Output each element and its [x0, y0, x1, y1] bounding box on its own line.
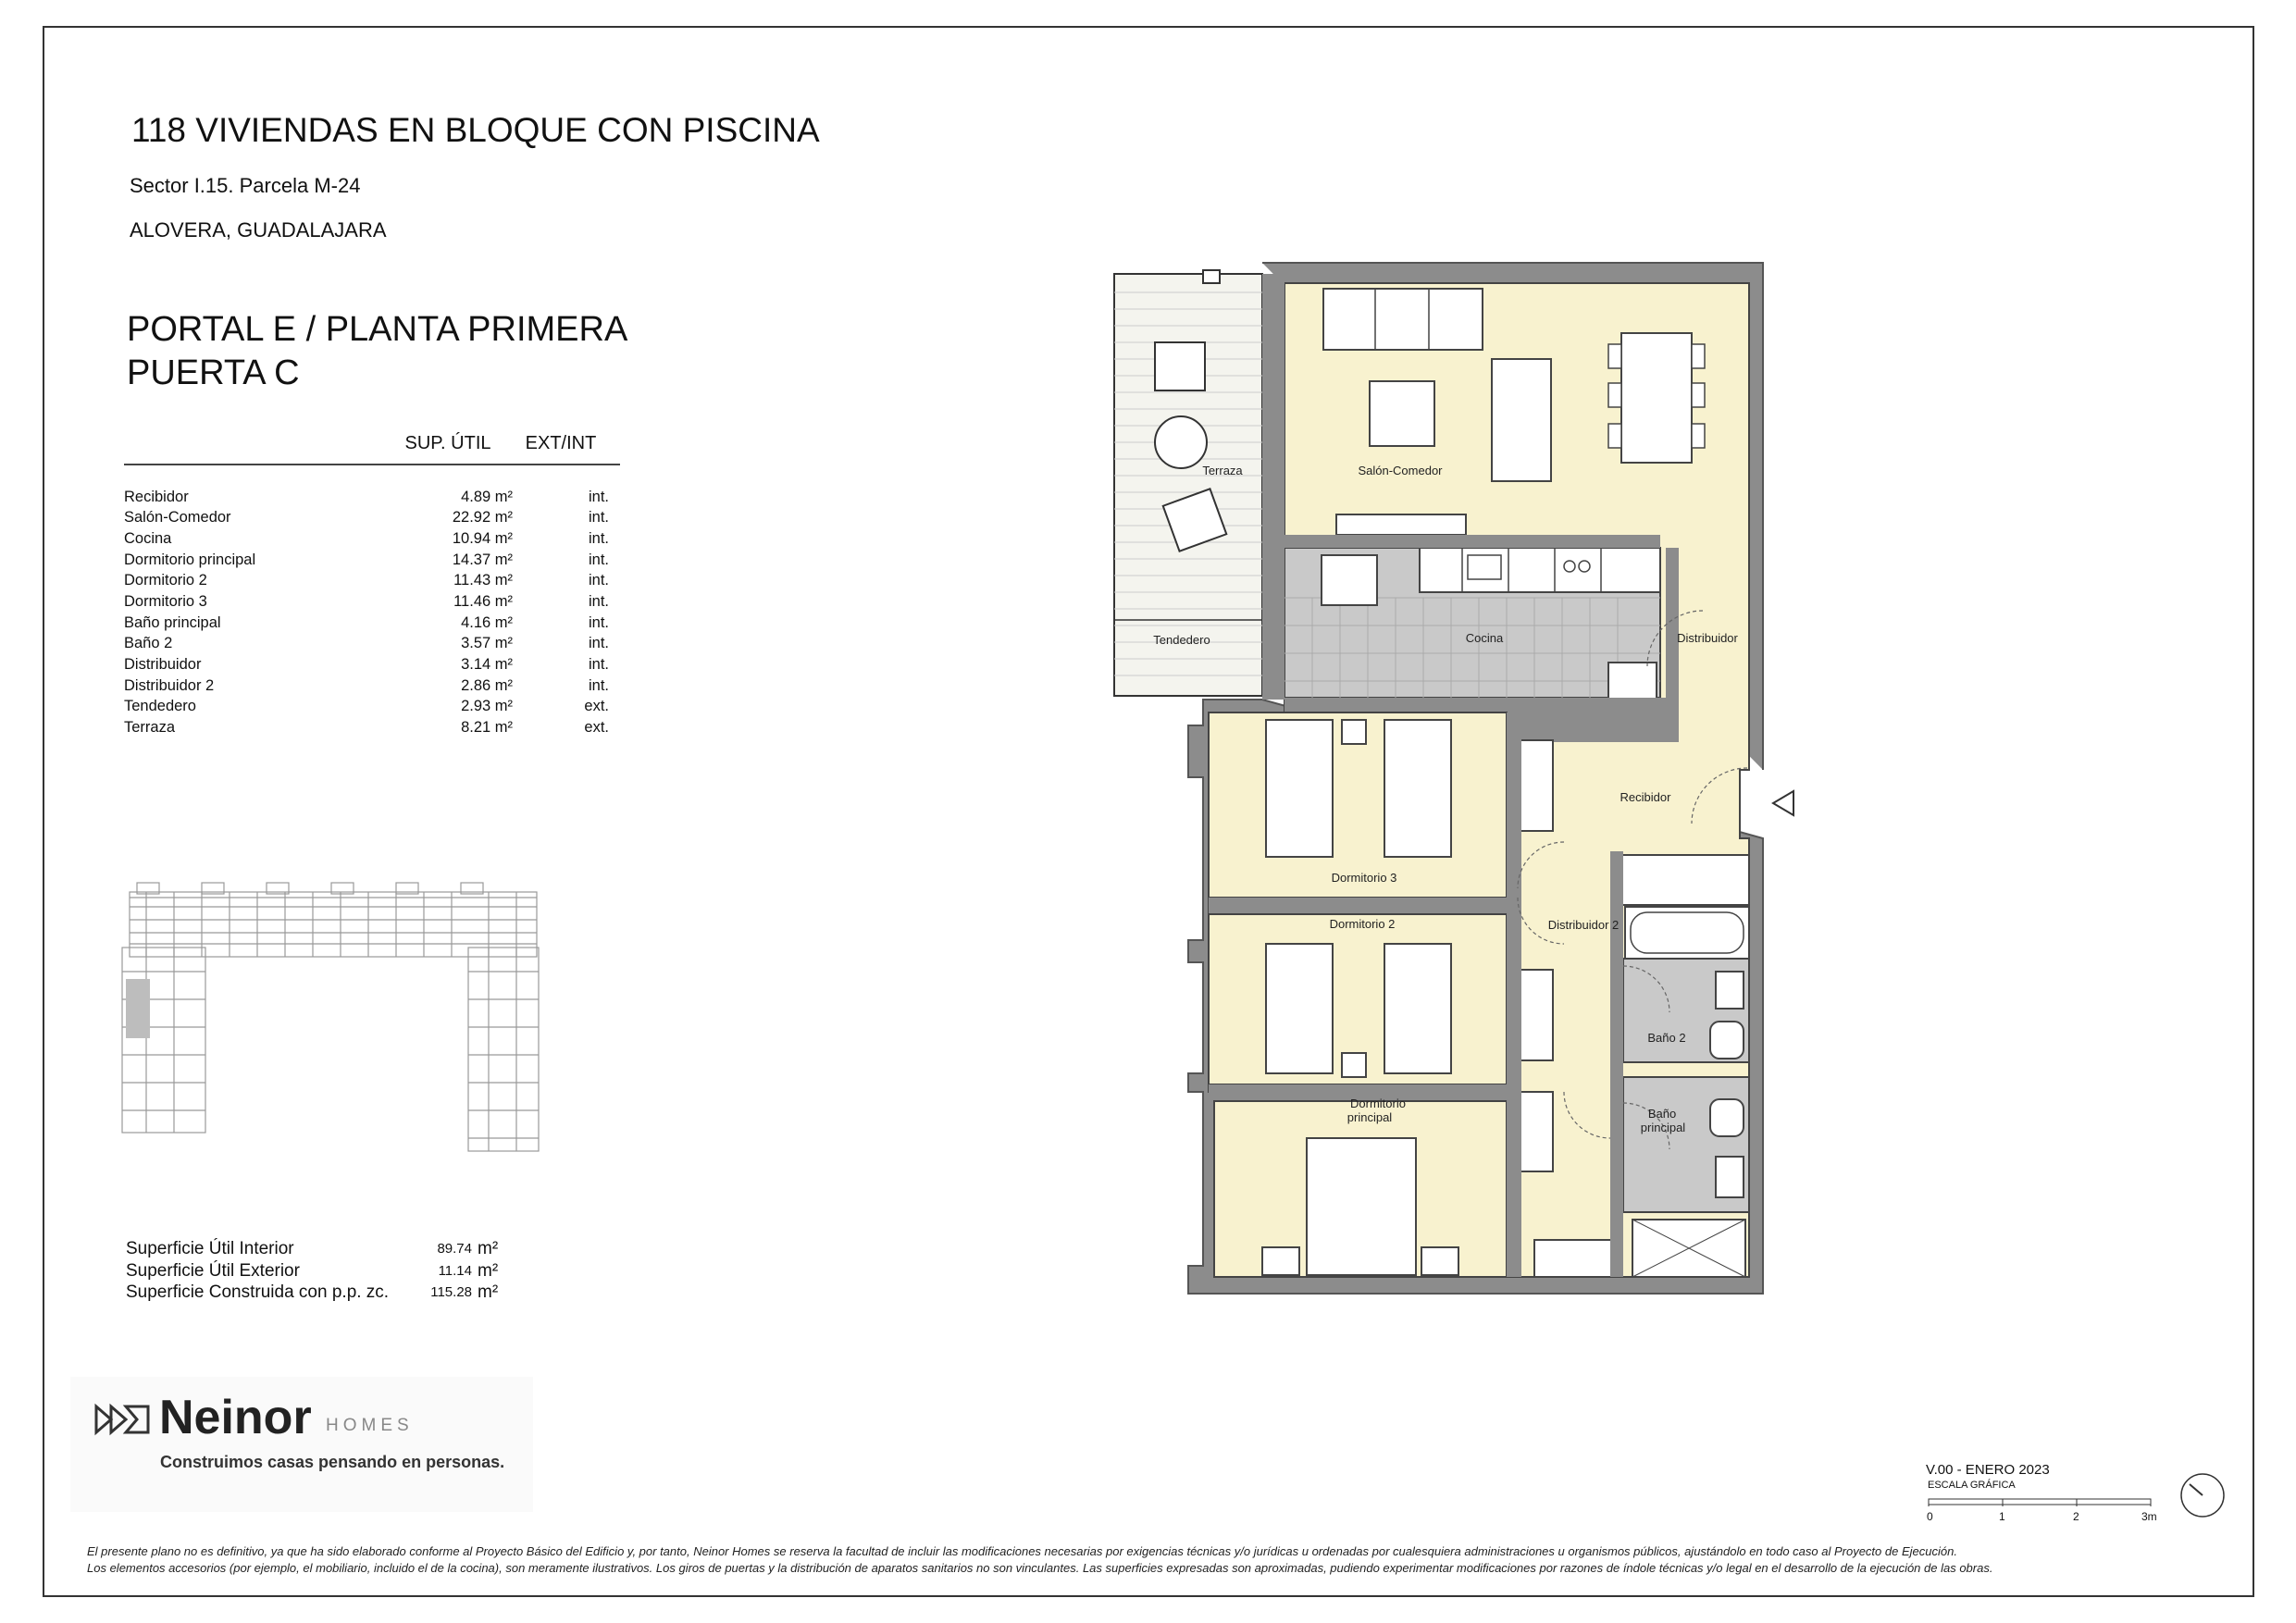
double-bed-icon — [1307, 1138, 1416, 1275]
table-row — [124, 697, 620, 718]
toilet-icon — [1710, 1099, 1744, 1136]
table-row — [124, 591, 620, 613]
bed-icon — [1384, 944, 1451, 1073]
table-row — [124, 507, 620, 528]
table-row — [124, 528, 620, 550]
label-bano-2: Baño 2 — [1647, 1031, 1686, 1045]
building-key-plan — [118, 879, 544, 1157]
scale-label: ESCALA GRÁFICA — [1928, 1480, 2016, 1491]
label-dormitorio-2: Dormitorio 2 — [1329, 917, 1396, 931]
north-arrow-icon — [2178, 1471, 2227, 1519]
wardrobe-icon — [1534, 1240, 1620, 1277]
room-name: Terraza — [124, 719, 176, 737]
surface-totals — [126, 1238, 505, 1304]
label-dormitorio-principal: principal — [1347, 1110, 1393, 1124]
table-row — [124, 550, 620, 571]
coffee-table-icon — [1370, 381, 1434, 446]
label-recibidor: Recibidor — [1620, 790, 1671, 804]
round-table-icon — [1155, 416, 1207, 468]
table-row — [124, 717, 620, 738]
scale-tick: 3m — [2141, 1510, 2157, 1523]
label-bano-principal: Baño — [1647, 1107, 1677, 1121]
room-type: int. — [588, 529, 609, 547]
project-sector: Sector I.15. Parcela M-24 — [130, 174, 361, 197]
sofa-icon — [1492, 359, 1551, 481]
room-name: Recibidor — [124, 488, 189, 505]
label-dormitorio-principal: Dormitorio — [1350, 1096, 1406, 1110]
label-cocina: Cocina — [1465, 631, 1504, 645]
table-row — [124, 634, 620, 655]
scale-tick: 2 — [2073, 1510, 2079, 1523]
tv-unit-icon — [1336, 514, 1466, 535]
room-area: 11.46 m² — [453, 592, 513, 610]
wardrobe-icon — [1620, 855, 1749, 905]
armchair-icon — [1155, 342, 1205, 390]
scale-tick: 0 — [1927, 1510, 1933, 1523]
sofa-icon — [1323, 289, 1483, 350]
entrance-arrow-icon — [1773, 791, 1793, 815]
unit-heading — [127, 308, 627, 395]
label-terraza: Terraza — [1202, 464, 1243, 477]
scale-tick: 1 — [1999, 1510, 2005, 1523]
room-area: 4.16 m² — [461, 613, 513, 631]
total-label: Superficie Útil Interior — [126, 1239, 294, 1258]
room-type: int. — [588, 676, 609, 694]
room-type: ext. — [584, 719, 609, 737]
bed-icon — [1384, 720, 1451, 857]
col-area-header: SUP. ÚTIL — [318, 427, 513, 465]
room-type: int. — [588, 592, 609, 610]
brand-suffix: HOMES — [326, 1416, 414, 1435]
room-type: int. — [588, 572, 609, 589]
total-unit: m² — [478, 1239, 499, 1258]
room-area: 2.93 m² — [461, 698, 513, 715]
label-distribuidor: Distribuidor — [1677, 631, 1738, 645]
total-label: Superficie Útil Exterior — [126, 1260, 300, 1281]
total-row — [126, 1282, 505, 1304]
room-area: 3.14 m² — [461, 656, 513, 674]
room-area: 22.92 m² — [452, 509, 513, 527]
table-row — [124, 613, 620, 634]
unit-door: PUERTA C — [127, 353, 300, 392]
room-name: Baño 2 — [124, 635, 173, 652]
disclaimer-line: El presente plano no es definitivo, ya que ha sido elaborado conforme al Proyecto Básico del Edificio y, por tanto, Neinor Homes se reserva la facultad de incluir las modificaciones necesarias por exigencias técnicas y/o jurídicas u ordenadas por cualesquiera administraciones u organismos públicos, ajustándolo en todo caso al Proyecto de Ejecución. — [87, 1544, 1957, 1558]
project-location: ALOVERA, GUADALAJARA — [130, 218, 387, 242]
dining-table-icon — [1621, 333, 1692, 463]
label-salon: Salón-Comedor — [1358, 464, 1443, 477]
disclaimer-line: Los elementos accesorios (por ejemplo, el mobiliario, incluido el de la cocina), son meramente ilustrativos. Los giros de puertas y la distribución de aparatos sanitarios no son vinculantes. Las superficies expresadas son aproximadas, pudiendo experimentar modificaciones por razones de índole técnicas y/o legal en el desarrollo de la ejecución de las obras. — [87, 1561, 1993, 1575]
room-area-table — [124, 427, 620, 738]
room-area: 4.89 m² — [461, 488, 513, 505]
brand-tagline: Construimos casas pensando en personas. — [160, 1453, 505, 1471]
total-label: Superficie Construida con p.p. zc. — [126, 1282, 390, 1302]
room-type: int. — [588, 551, 609, 568]
bed-icon — [1266, 944, 1333, 1073]
room-name: Dormitorio 2 — [124, 572, 207, 589]
disclaimer — [87, 1543, 2243, 1577]
room-name: Cocina — [124, 529, 172, 547]
room-name: Salón-Comedor — [124, 509, 231, 527]
total-value: 115.28 — [430, 1284, 472, 1300]
room-area: 11.43 m² — [453, 572, 513, 589]
brand-logo — [70, 1377, 533, 1512]
room-type: int. — [588, 509, 609, 527]
floor-plan — [1106, 259, 1837, 1305]
room-name: Baño principal — [124, 613, 221, 631]
room-type: int. — [588, 635, 609, 652]
label-tendedero: Tendedero — [1153, 633, 1210, 647]
kitchen-table-icon — [1322, 555, 1377, 605]
label-bano-principal: principal — [1640, 1121, 1686, 1134]
room-name: Dormitorio principal — [124, 551, 256, 568]
col-type-header: EXT/INT — [513, 427, 620, 465]
room-name: Distribuidor — [124, 656, 202, 674]
bathtub-icon — [1625, 907, 1749, 959]
table-row — [124, 570, 620, 591]
room-area: 14.37 m² — [452, 551, 513, 568]
room-type: int. — [588, 488, 609, 505]
bed-icon — [1266, 720, 1333, 857]
sink-icon — [1716, 972, 1744, 1009]
graphic-scale — [1925, 1495, 2166, 1532]
room-type: int. — [588, 613, 609, 631]
total-row — [126, 1260, 505, 1282]
room-area: 8.21 m² — [461, 719, 513, 737]
room-type: int. — [588, 656, 609, 674]
room-area: 2.86 m² — [461, 676, 513, 694]
portal-floor: PORTAL E / PLANTA PRIMERA — [127, 310, 628, 349]
label-distribuidor-2: Distribuidor 2 — [1547, 918, 1620, 932]
room-name: Distribuidor 2 — [124, 676, 215, 694]
room-area: 3.57 m² — [461, 635, 513, 652]
total-unit: m² — [478, 1260, 499, 1281]
label-dormitorio-3: Dormitorio 3 — [1331, 871, 1397, 885]
sink-icon — [1716, 1157, 1744, 1197]
total-row — [126, 1238, 505, 1260]
table-row — [124, 675, 620, 697]
room-name: Tendedero — [124, 698, 196, 715]
neinor-logo-icon — [93, 1401, 152, 1438]
project-title: 118 VIVIENDAS EN BLOQUE CON PISCINA — [131, 111, 820, 149]
version-label: V.00 - ENERO 2023 — [1926, 1462, 2050, 1478]
table-row — [124, 654, 620, 675]
table-row — [124, 487, 620, 508]
room-type: ext. — [584, 698, 609, 715]
kitchen-counter — [1420, 548, 1660, 592]
room-area: 10.94 m² — [452, 529, 513, 547]
total-value: 11.14 — [438, 1262, 472, 1279]
total-value: 89.74 — [437, 1241, 472, 1257]
total-unit: m² — [478, 1282, 499, 1302]
room-name: Dormitorio 3 — [124, 592, 207, 610]
brand-name: Neinor — [159, 1391, 312, 1444]
toilet-icon — [1710, 1022, 1744, 1059]
unit-location-marker — [126, 979, 150, 1038]
